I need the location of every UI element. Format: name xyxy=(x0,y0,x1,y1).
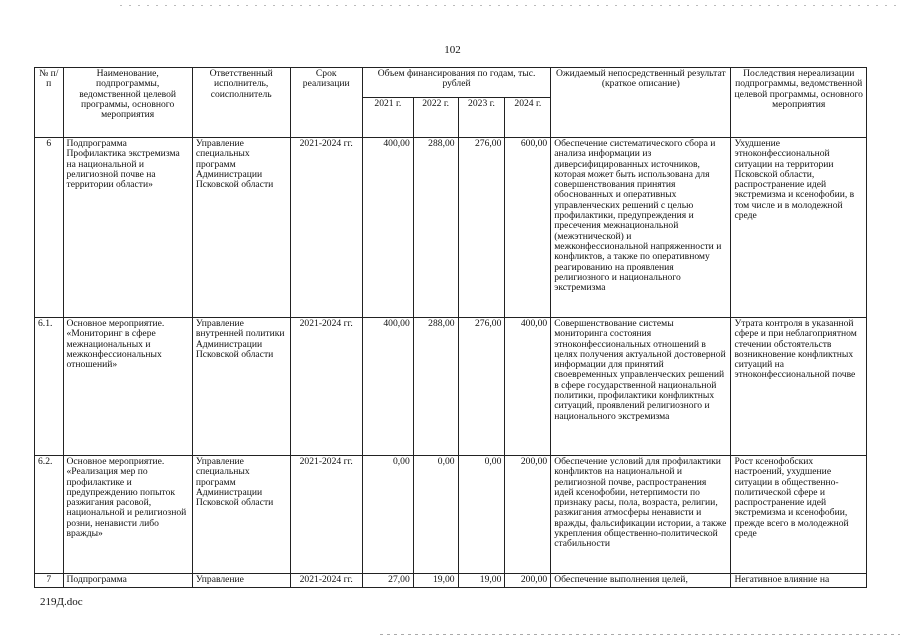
row-num: 6.1. xyxy=(35,318,64,456)
row-term: 2021-2024 гг. xyxy=(290,574,362,588)
row-consequences: Рост ксенофобских настроений, ухудшение ситуации в общественно-политической сфере и распространение идей экстремизма и ксенофобии, прежде всего в молодежной среде xyxy=(731,456,867,574)
row-2024: 400,00 xyxy=(505,318,551,456)
row-name: Основное мероприятие. «Мониторинг в сфере межнациональных и межконфессиональных отношений» xyxy=(63,318,192,456)
header-num: № п/п xyxy=(35,68,64,138)
scan-artifact-top xyxy=(120,5,900,6)
header-year-2022: 2022 г. xyxy=(413,98,458,138)
header-consequences: Последствия нереализации подпрограммы, ведомственной целевой программы, основного мероприятия xyxy=(731,68,867,138)
table-row xyxy=(35,456,867,574)
row-2022: 0,00 xyxy=(413,456,458,574)
header-year-2021: 2021 г. xyxy=(362,98,413,138)
row-responsible: Управление специальных программ Администрации Псковской области xyxy=(192,138,290,318)
row-2023: 276,00 xyxy=(458,138,505,318)
row-consequences: Негативное влияние на xyxy=(731,574,867,588)
row-2022: 19,00 xyxy=(413,574,458,588)
header-funding: Объем финансирования по годам, тыс. рублей xyxy=(362,68,550,98)
row-expected: Обеспечение систематического сбора и анализа информации из диверсифицированных источников, которая может быть использована для совершенствования принятия обоснованных и оперативных управленческих решений с целью профилактики, предупреждения и пресечения межнациональной (межэтнической) и межконфессиональной напряженности и конфликтов, а также по оперативному реагированию на проявления религиозного и национального экстремизма xyxy=(551,138,731,318)
header-year-2023: 2023 г. xyxy=(458,98,505,138)
header-row-1 xyxy=(35,68,867,98)
header-term: Срок реализации xyxy=(290,68,362,138)
row-term: 2021-2024 гг. xyxy=(290,456,362,574)
row-2021: 27,00 xyxy=(362,574,413,588)
row-num: 7 xyxy=(35,574,64,588)
table-row xyxy=(35,318,867,456)
row-consequences: Ухудшение этноконфессиональной ситуации на территории Псковской области, распространение идей экстремизма и ксенофобии, в том числе и в молодежной среде xyxy=(731,138,867,318)
row-2023: 276,00 xyxy=(458,318,505,456)
table-row xyxy=(35,574,867,588)
row-num: 6.2. xyxy=(35,456,64,574)
header-expected: Ожидаемый непосредственный результат (краткое описание) xyxy=(551,68,731,138)
page-number: 102 xyxy=(444,44,461,56)
row-term: 2021-2024 гг. xyxy=(290,138,362,318)
row-name: Подпрограмма Профилактика экстремизма на национальной и религиозной почве на территории области» xyxy=(63,138,192,318)
row-2024: 600,00 xyxy=(505,138,551,318)
row-2024: 200,00 xyxy=(505,574,551,588)
row-2021: 400,00 xyxy=(362,138,413,318)
row-2022: 288,00 xyxy=(413,318,458,456)
scan-artifact-bottom xyxy=(380,634,900,635)
row-responsible: Управление xyxy=(192,574,290,588)
header-responsible: Ответственный исполнитель, соисполнитель xyxy=(192,68,290,138)
row-2021: 400,00 xyxy=(362,318,413,456)
row-expected: Обеспечение условий для профилактики конфликтов на национальной и религиозной почве, распространения идей ксенофобии, нетерпимости по признаку расы, пола, возраста, религии, разжигания атмосферы ненависти и вражды, фальсификации истории, а также укрепления общественно-политической стабильности xyxy=(551,456,731,574)
row-2021: 0,00 xyxy=(362,456,413,574)
row-2023: 19,00 xyxy=(458,574,505,588)
row-2024: 200,00 xyxy=(505,456,551,574)
header-name: Наименование, подпрограммы, ведомственной целевой программы, основного мероприятия xyxy=(63,68,192,138)
row-num: 6 xyxy=(35,138,64,318)
row-expected: Совершенствование системы мониторинга состояния этноконфессиональных отношений в целях получения актуальной достоверной информации для принятий своевременных управленческих решений в сфере государственной национальной политики, профилактики конфликтных ситуаций, проявлений религиозного и национального экстремизма xyxy=(551,318,731,456)
table-row xyxy=(35,138,867,318)
footer-filename: 219Д.doc xyxy=(40,596,83,608)
header-year-2024: 2024 г. xyxy=(505,98,551,138)
row-2022: 288,00 xyxy=(413,138,458,318)
row-responsible: Управление внутренней политики Администрации Псковской области xyxy=(192,318,290,456)
row-name: Основное мероприятие. «Реализация мер по профилактике и предупреждению попыток разжигания расовой, национальной и религиозной розни, ненависти либо вражды» xyxy=(63,456,192,574)
row-consequences: Утрата контроля в указанной сфере и при неблагоприятном стечении обстоятельств возникновение конфликтных ситуаций на этноконфессиональной почве xyxy=(731,318,867,456)
row-2023: 0,00 xyxy=(458,456,505,574)
row-name: Подпрограмма xyxy=(63,574,192,588)
row-responsible: Управление специальных программ Администрации Псковской области xyxy=(192,456,290,574)
row-expected: Обеспечение выполнения целей, xyxy=(551,574,731,588)
program-table xyxy=(34,67,867,588)
row-term: 2021-2024 гг. xyxy=(290,318,362,456)
